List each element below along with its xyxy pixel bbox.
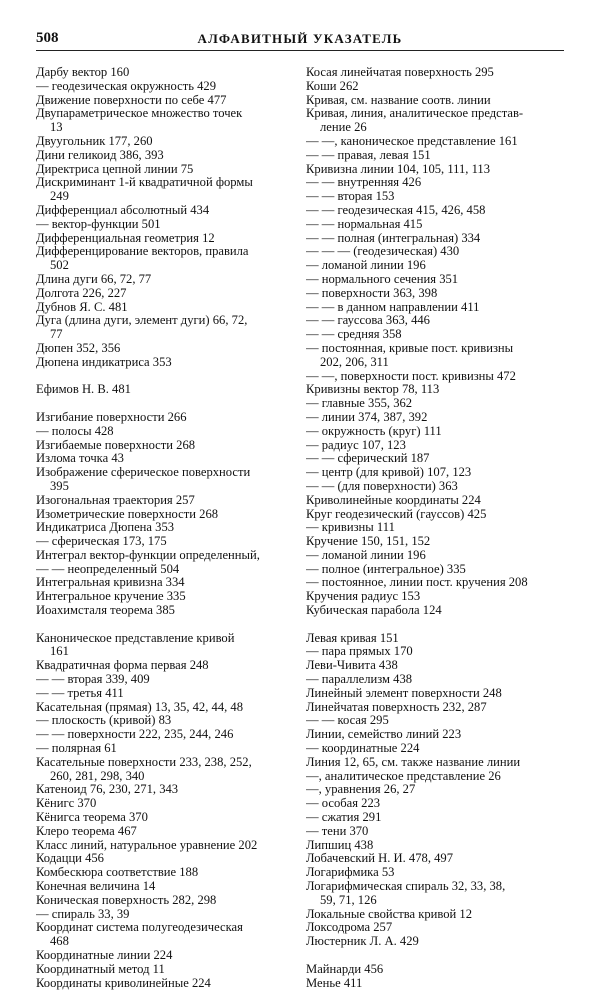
index-entry: — —, каноническое представление 161 xyxy=(306,134,518,148)
index-entry: — — нормальная 415 xyxy=(306,217,423,231)
page-header xyxy=(36,30,564,51)
index-entry: Локсодрома 257 xyxy=(306,921,393,935)
index-entry: Комбескюра соответствие 188 xyxy=(36,866,199,880)
index-entry: — — поверхности 222, 235, 244, 246 xyxy=(36,728,234,742)
index-entry-continuation: 395 xyxy=(50,479,69,493)
index-entry: — вектор-функции 501 xyxy=(36,217,161,231)
index-entry: Кодацци 456 xyxy=(36,852,104,866)
index-entry: Линейный элемент поверхности 248 xyxy=(306,686,502,700)
index-entry: Дуга (длина дуги, элемент дуги) 66, 72, xyxy=(36,314,248,328)
index-entry: Дарбу вектор 160 xyxy=(36,66,130,79)
index-entry: Изогональная траектория 257 xyxy=(36,493,195,507)
index-entry: —, уравнения 26, 27 xyxy=(306,783,416,797)
index-entry: Изгибаемые поверхности 268 xyxy=(36,438,196,452)
section-gap xyxy=(306,618,568,632)
index-entry: Интегральное кручение 335 xyxy=(36,590,186,604)
index-entry: — геодезическая окружность 429 xyxy=(36,79,217,93)
index-entry: — параллелизм 438 xyxy=(306,673,413,687)
index-entry: Круг геодезический (гауссов) 425 xyxy=(306,507,487,521)
index-entry: Кривая, линия, аналитическое представ- xyxy=(306,107,524,121)
index-entry: Дюпен 352, 356 xyxy=(36,341,121,355)
index-entry: — полное (интегральное) 335 xyxy=(306,562,466,576)
index-entry: — — неопределенный 504 xyxy=(36,562,180,576)
index-entry-continuation: 502 xyxy=(50,259,69,273)
index-entry: Касательная (прямая) 13, 35, 42, 44, 48 xyxy=(36,700,244,714)
index-entry: — центр (для кривой) 107, 123 xyxy=(306,466,472,480)
index-entry: Локальные свойства кривой 12 xyxy=(306,907,473,921)
left-index-column xyxy=(36,66,294,990)
index-entry: Изгибание поверхности 266 xyxy=(36,410,187,424)
page-number: 508 xyxy=(36,30,59,46)
index-entry: — — третья 411 xyxy=(36,686,124,700)
section-gap xyxy=(36,618,294,632)
index-entry: Изометрические поверхности 268 xyxy=(36,507,219,521)
index-entry: — окружность (круг) 111 xyxy=(306,424,442,438)
index-entry: Линейчатая поверхность 232, 287 xyxy=(306,700,487,714)
index-entry: — пара прямых 170 xyxy=(306,645,413,659)
index-entry: — —, поверхности пост. кривизны 472 xyxy=(306,369,516,383)
index-entry: — — средняя 358 xyxy=(306,328,402,342)
index-entry: Кривизна линии 104, 105, 111, 113 xyxy=(306,162,491,176)
index-entry: Излома точка 43 xyxy=(36,452,124,466)
index-entry: — — гауссова 363, 446 xyxy=(306,314,430,328)
index-entry: Линия 12, 65, см. также название линии xyxy=(306,755,521,769)
index-entry: Дифференциал абсолютный 434 xyxy=(36,203,210,217)
index-entry: — — внутренняя 426 xyxy=(306,176,422,190)
index-entry: — особая 223 xyxy=(306,797,381,811)
index-entry: — кривизны 111 xyxy=(306,521,395,535)
section-gap xyxy=(36,370,294,384)
index-entry: — — правая, левая 151 xyxy=(306,148,431,162)
index-entry: Дифференцирование векторов, правила xyxy=(36,245,249,259)
index-entry: — — (для поверхности) 363 xyxy=(306,479,458,493)
index-entry: Каноническое представление кривой xyxy=(36,631,235,645)
index-entry: Кручения радиус 153 xyxy=(306,590,421,604)
index-entry: — постоянное, линии пост. кручения 208 xyxy=(306,576,528,590)
index-entry-continuation: 161 xyxy=(50,645,69,659)
index-entry: Интеграл вектор-функции определенный, xyxy=(36,548,260,562)
index-entry: Класс линий, натуральное уравнение 202 xyxy=(36,838,258,852)
index-entry-continuation: 59, 71, 126 xyxy=(320,893,377,907)
index-entry: Индикатриса Дюпена 353 xyxy=(36,521,175,535)
index-entry: — ломаной линии 196 xyxy=(306,259,426,273)
index-entry-continuation: 468 xyxy=(50,935,69,949)
index-entry: — линии 374, 387, 392 xyxy=(306,410,428,424)
index-entry: Координатный метод 11 xyxy=(36,962,165,976)
section-gap xyxy=(306,949,568,963)
index-entry: — сжатия 291 xyxy=(306,811,382,825)
index-entry: — полосы 428 xyxy=(36,424,114,438)
index-entry: — плоскость (кривой) 83 xyxy=(36,714,172,728)
index-entry: Координатные линии 224 xyxy=(36,949,173,962)
index-entry: — — косая 295 xyxy=(306,714,389,728)
index-entry-continuation: ление 26 xyxy=(320,121,367,135)
index-entry: — — полная (интегральная) 334 xyxy=(306,231,481,245)
index-entry: Менье 411 xyxy=(306,976,363,990)
index-entry: — радиус 107, 123 xyxy=(306,438,406,452)
index-entry-continuation: 202, 206, 311 xyxy=(320,355,389,369)
index-entry: Леви-Чивита 438 xyxy=(306,659,398,673)
index-entry: Катеноид 76, 230, 271, 343 xyxy=(36,783,179,797)
index-entry: Люстерник Л. А. 429 xyxy=(306,935,419,949)
index-entry: Кубическая парабола 124 xyxy=(306,604,442,618)
index-entry: Координат система полугеодезическая xyxy=(36,921,243,935)
index-entry: Кёнигс 370 xyxy=(36,797,97,811)
right-index-column xyxy=(306,66,568,990)
index-entry: Липшиц 438 xyxy=(306,838,374,852)
index-entry: — координатные 224 xyxy=(306,742,420,756)
index-entry: Косая линейчатая поверхность 295 xyxy=(306,66,494,79)
index-entry: Кручение 150, 151, 152 xyxy=(306,535,431,549)
index-entry: — главные 355, 362 xyxy=(306,397,413,411)
index-entry: Кёнигса теорема 370 xyxy=(36,811,148,825)
index-entry: — поверхности 363, 398 xyxy=(306,286,438,300)
index-entry-continuation: 260, 281, 298, 340 xyxy=(50,769,145,783)
index-entry: — спираль 33, 39 xyxy=(36,907,130,921)
index-entry: Интегральная кривизна 334 xyxy=(36,576,185,590)
index-entry: — — вторая 153 xyxy=(306,190,395,204)
running-title: АЛФАВИТНЫЙ УКАЗАТЕЛЬ xyxy=(197,31,403,46)
index-entry: Клеро теорема 467 xyxy=(36,824,137,838)
index-entry: Левая кривая 151 xyxy=(306,631,399,645)
index-entry: — — сферический 187 xyxy=(306,452,430,466)
index-entry: Изображение сферическое поверхности xyxy=(36,466,251,480)
index-entry: Логарифмика 53 xyxy=(306,866,395,880)
index-entry: Криволинейные координаты 224 xyxy=(306,493,481,507)
index-entry: —, аналитическое представление 26 xyxy=(306,769,501,783)
section-gap xyxy=(36,397,294,411)
index-entry: Конечная величина 14 xyxy=(36,880,156,894)
index-entry: Ефимов Н. В. 481 xyxy=(36,383,131,397)
index-entry: Дискриминант 1-й квадратичной формы xyxy=(36,176,253,190)
index-entry: Коши 262 xyxy=(306,79,359,93)
index-entry-continuation: 77 xyxy=(50,328,63,342)
index-entry: Дюпена индикатриса 353 xyxy=(36,355,172,369)
index-entry: Лобачевский Н. И. 478, 497 xyxy=(306,852,454,866)
index-entry: Директриса цепной линии 75 xyxy=(36,162,194,176)
index-entry: Дини геликоид 386, 393 xyxy=(36,148,164,162)
index-entry: Двуугольник 177, 260 xyxy=(36,134,153,148)
index-entry: — — — (геодезическая) 430 xyxy=(306,245,460,259)
index-entry: Иоахимсталя теорема 385 xyxy=(36,604,175,618)
index-entry: Кривизны вектор 78, 113 xyxy=(306,383,440,397)
index-entry: — нормального сечения 351 xyxy=(306,272,459,286)
index-entry: — постоянная, кривые пост. кривизны xyxy=(306,341,514,355)
index-entry: Касательные поверхности 233, 238, 252, xyxy=(36,755,252,769)
index-entry: — — вторая 339, 409 xyxy=(36,673,150,687)
index-entry: Движение поверхности по себе 477 xyxy=(36,93,227,107)
index-entry: — — в данном направлении 411 xyxy=(306,300,480,314)
index-entry: Длина дуги 66, 72, 77 xyxy=(36,272,152,286)
index-entry: Квадратичная форма первая 248 xyxy=(36,659,209,673)
index-entry: Коническая поверхность 282, 298 xyxy=(36,893,217,907)
index-entry: — ломаной линии 196 xyxy=(306,548,426,562)
index-entry-continuation: 13 xyxy=(50,121,63,135)
index-entry: — сферическая 173, 175 xyxy=(36,535,167,549)
index-entry: Дифференциальная геометрия 12 xyxy=(36,231,215,245)
index-entry: Дубнов Я. С. 481 xyxy=(36,300,128,314)
index-entry: Линии, семейство линий 223 xyxy=(306,728,462,742)
index-entry: Координаты криволинейные 224 xyxy=(36,976,211,990)
index-entry: — полярная 61 xyxy=(36,742,117,756)
index-entry: Долгота 226, 227 xyxy=(36,286,127,300)
index-entry: — — геодезическая 415, 426, 458 xyxy=(306,203,486,217)
index-entry: Майнарди 456 xyxy=(306,962,384,976)
index-entry: — тени 370 xyxy=(306,824,369,838)
index-entry: Двупараметрическое множество точек xyxy=(36,107,243,121)
index-entry-continuation: 249 xyxy=(50,190,69,204)
index-entry: Кривая, см. название соотв. линии xyxy=(306,93,491,107)
index-entry: Логарифмическая спираль 32, 33, 38, xyxy=(306,880,506,894)
